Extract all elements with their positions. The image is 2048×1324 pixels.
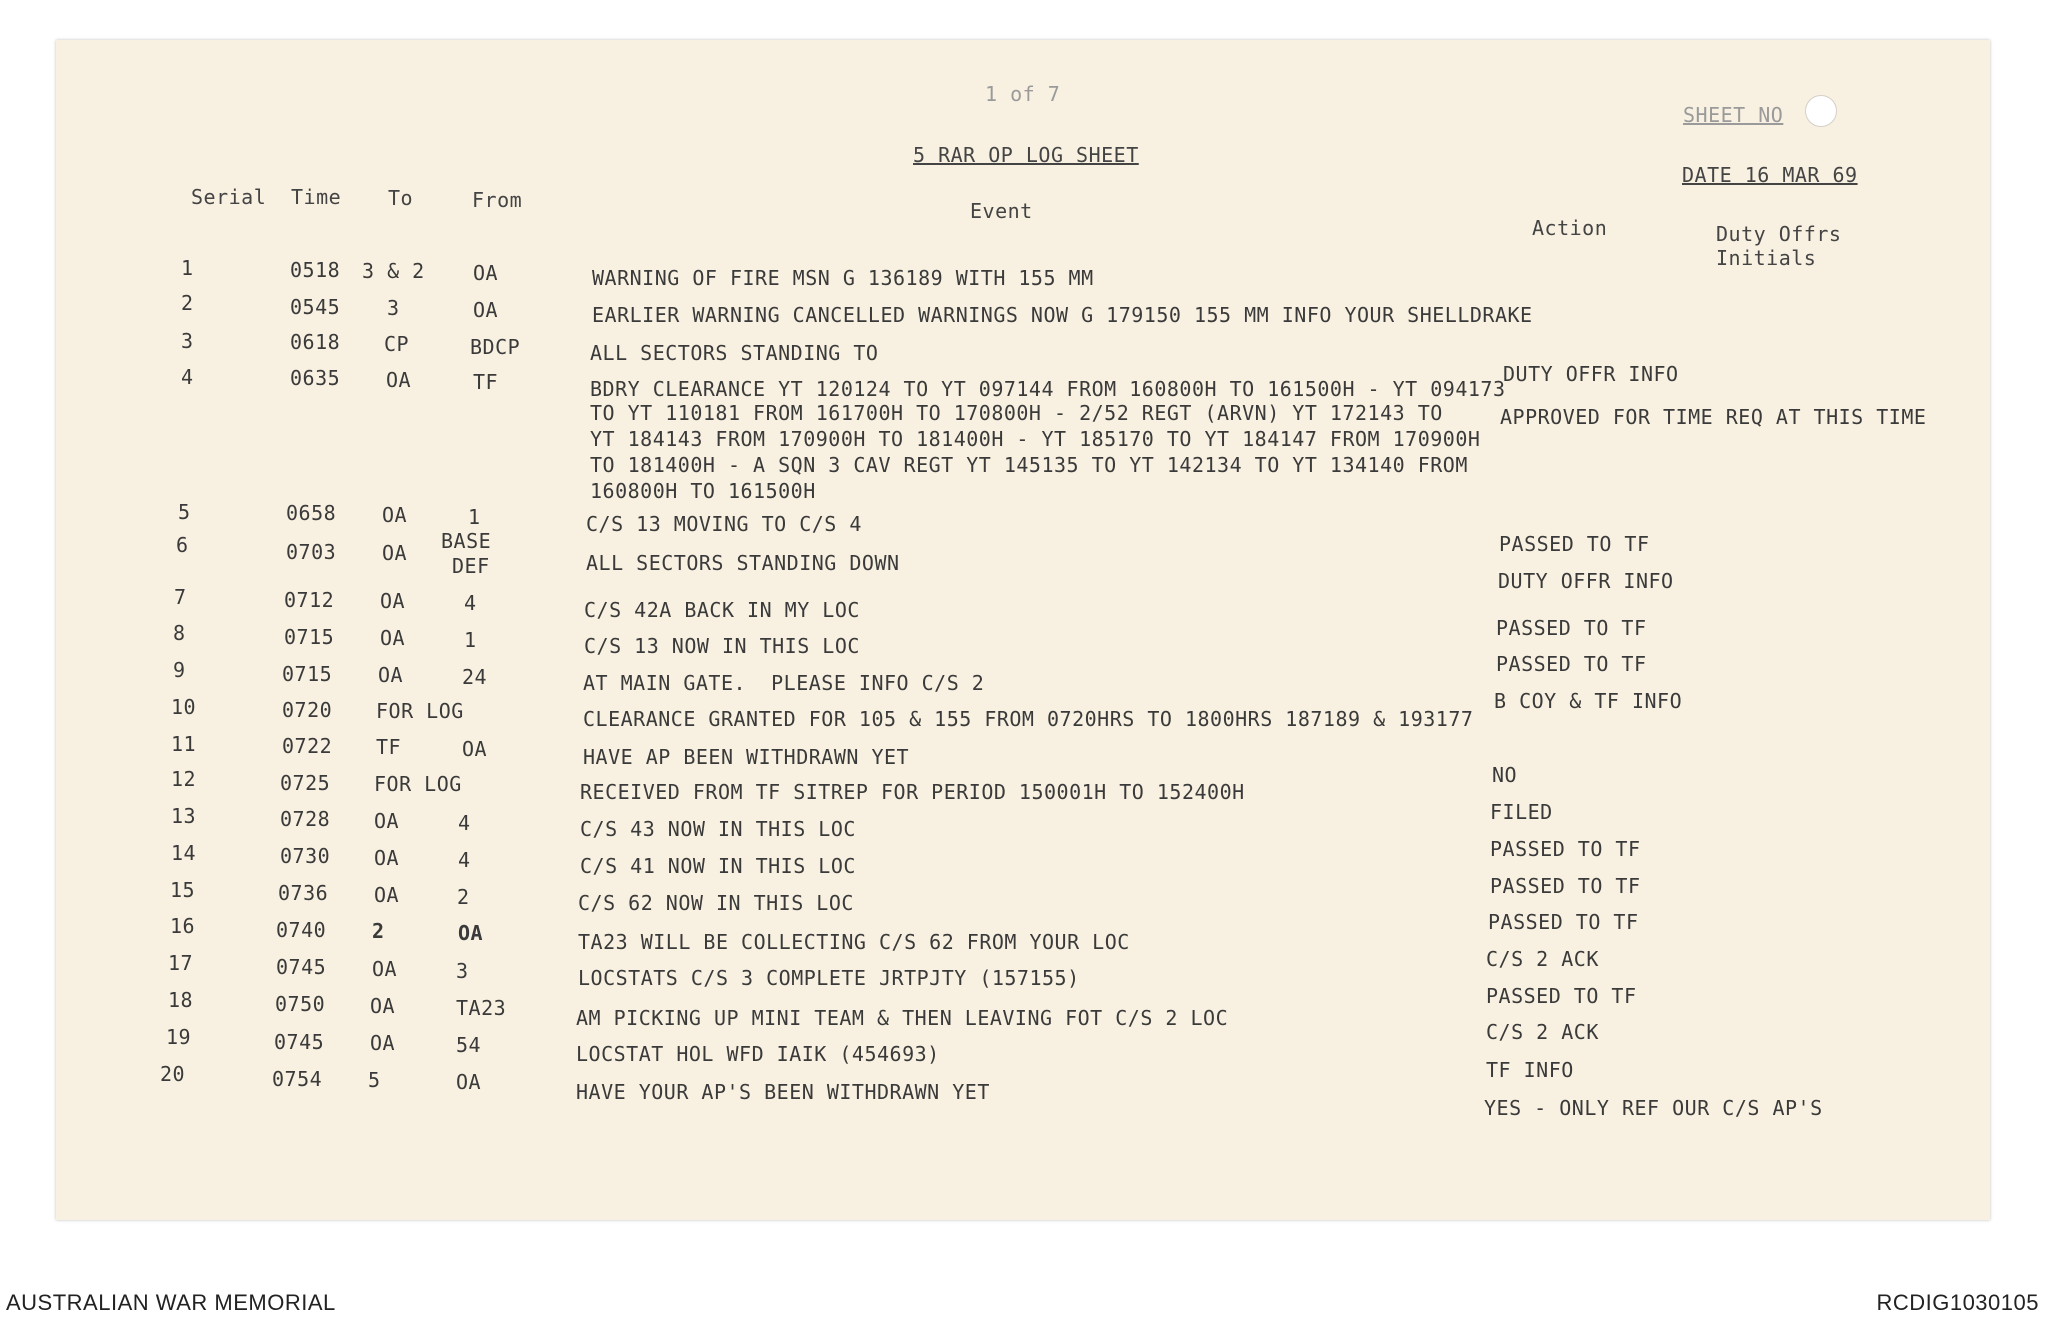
footer-archive-name: AUSTRALIAN WAR MEMORIAL xyxy=(6,1290,336,1315)
col-action: Action xyxy=(1532,216,1608,240)
row-from: BASE xyxy=(441,529,492,553)
row-event: BDRY CLEARANCE YT 120124 TO YT 097144 FROM 160800H TO 161500H - YT 094173 xyxy=(590,377,1506,401)
row-from: TF xyxy=(473,370,499,394)
row-to: OA xyxy=(382,503,408,527)
col-time: Time xyxy=(291,185,342,209)
row-time: 0754 xyxy=(272,1067,323,1091)
row-event: AM PICKING UP MINI TEAM & THEN LEAVING FOT C/S 2 LOC xyxy=(576,1006,1229,1030)
row-event: TA23 WILL BE COLLECTING C/S 62 FROM YOUR LOC xyxy=(578,930,1130,954)
row-action: FILED xyxy=(1490,800,1553,824)
row-to: OA xyxy=(382,541,408,565)
row-event: C/S 43 NOW IN THIS LOC xyxy=(580,817,856,841)
row-event: ALL SECTORS STANDING TO xyxy=(590,341,879,365)
row-from: TA23 xyxy=(456,996,507,1020)
row-time: 0720 xyxy=(282,698,333,722)
row-action: C/S 2 ACK xyxy=(1486,947,1599,971)
event-line: 160800H TO 161500H xyxy=(590,479,816,503)
footer-record-id: RCDIG1030105 xyxy=(1876,1290,2039,1315)
row-from: OA xyxy=(458,921,484,945)
row-time: 0635 xyxy=(290,366,341,390)
row-from: OA xyxy=(462,737,488,761)
row-action: PASSED TO TF xyxy=(1490,837,1641,861)
row-time: 0712 xyxy=(284,588,335,612)
row-time: 0740 xyxy=(276,918,327,942)
row-to: 3 xyxy=(387,296,400,320)
row-time: 0545 xyxy=(290,295,341,319)
row-time: 0728 xyxy=(280,807,331,831)
row-serial: 19 xyxy=(166,1025,192,1049)
row-event: RECEIVED FROM TF SITREP FOR PERIOD 150001H TO 152400H xyxy=(580,780,1245,804)
col-to: To xyxy=(388,186,414,210)
row-to: 3 & 2 xyxy=(362,259,425,283)
row-serial: 5 xyxy=(178,500,191,524)
row-to: OA xyxy=(374,883,400,907)
row-serial: 13 xyxy=(171,804,197,828)
row-action: APPROVED FOR TIME REQ AT THIS TIME xyxy=(1500,405,1927,429)
col-duty-offrs: Duty Offrs xyxy=(1716,222,1842,246)
row-serial: 11 xyxy=(171,732,197,756)
row-action: PASSED TO TF xyxy=(1496,616,1647,640)
row-to: OA xyxy=(374,846,400,870)
event-line: YT 184143 FROM 170900H TO 181400H - YT 185170 TO YT 184147 FROM 170900H xyxy=(590,427,1481,451)
row-time: 0745 xyxy=(274,1030,325,1054)
row-from: 4 xyxy=(458,811,471,835)
row-to: 5 xyxy=(368,1068,381,1092)
row-serial: 3 xyxy=(181,329,194,353)
row-to: TF xyxy=(376,735,402,759)
row-from: 1 xyxy=(464,628,477,652)
row-to: CP xyxy=(384,332,410,356)
row-time: 0745 xyxy=(276,955,327,979)
row-to: OA xyxy=(370,1031,396,1055)
event-line: TO YT 110181 FROM 161700H TO 170800H - 2/52 REGT (ARVN) YT 172143 TO xyxy=(590,401,1443,425)
row-event-continuation xyxy=(590,400,1480,504)
row-serial: 2 xyxy=(181,291,194,315)
row-from: BDCP xyxy=(470,335,521,359)
row-serial: 20 xyxy=(160,1062,186,1086)
row-time: 0658 xyxy=(286,501,337,525)
row-event: C/S 62 NOW IN THIS LOC xyxy=(578,891,854,915)
row-time: 0518 xyxy=(290,258,341,282)
row-from: OA xyxy=(473,261,499,285)
row-to: OA xyxy=(370,994,396,1018)
row-action: DUTY OFFR INFO xyxy=(1503,362,1679,386)
row-serial: 7 xyxy=(174,585,187,609)
row-action: PASSED TO TF xyxy=(1488,910,1639,934)
row-to: 2 xyxy=(372,919,385,943)
row-serial: 4 xyxy=(181,365,194,389)
row-serial: 12 xyxy=(171,767,197,791)
row-serial: 9 xyxy=(173,658,186,682)
row-action: PASSED TO TF xyxy=(1490,874,1641,898)
row-action: B COY & TF INFO xyxy=(1494,689,1683,713)
sheet-title: 5 RAR OP LOG SHEET xyxy=(913,143,1139,167)
row-to: OA xyxy=(378,663,404,687)
page-mark: 1 of 7 xyxy=(985,82,1061,106)
row-time: 0715 xyxy=(282,662,333,686)
row-serial: 15 xyxy=(170,878,196,902)
row-from: OA xyxy=(473,298,499,322)
row-event: WARNING OF FIRE MSN G 136189 WITH 155 MM xyxy=(592,266,1094,290)
row-from: 4 xyxy=(458,848,471,872)
row-event: EARLIER WARNING CANCELLED WARNINGS NOW G 179150 155 MM INFO YOUR SHELLDRAKE xyxy=(592,303,1533,327)
row-event: HAVE AP BEEN WITHDRAWN YET xyxy=(583,745,910,769)
row-serial: 8 xyxy=(173,621,186,645)
row-to: FOR LOG xyxy=(376,699,464,723)
punch-hole xyxy=(1805,95,1837,127)
col-from: From xyxy=(472,188,523,212)
row-action: PASSED TO TF xyxy=(1496,652,1647,676)
row-action: NO xyxy=(1492,763,1518,787)
row-time: 0703 xyxy=(286,540,337,564)
row-time: 0736 xyxy=(278,881,329,905)
row-to: FOR LOG xyxy=(374,772,462,796)
row-serial: 6 xyxy=(176,533,189,557)
sheet-date: DATE 16 MAR 69 xyxy=(1682,163,1858,187)
col-initials: Initials xyxy=(1716,246,1817,270)
row-action: YES - ONLY REF OUR C/S AP'S xyxy=(1484,1096,1823,1120)
col-event: Event xyxy=(970,199,1033,223)
row-event: C/S 13 NOW IN THIS LOC xyxy=(584,634,860,658)
row-from: 3 xyxy=(456,959,469,983)
row-event: LOCSTATS C/S 3 COMPLETE JRTPJTY (157155) xyxy=(578,966,1080,990)
row-to: OA xyxy=(374,809,400,833)
row-action: DUTY OFFR INFO xyxy=(1498,569,1674,593)
row-action: PASSED TO TF xyxy=(1499,532,1650,556)
row-action: PASSED TO TF xyxy=(1486,984,1637,1008)
row-event: C/S 42A BACK IN MY LOC xyxy=(584,598,860,622)
row-from: 2 xyxy=(457,885,470,909)
col-serial: Serial xyxy=(191,185,267,209)
row-serial: 17 xyxy=(168,951,194,975)
event-line: TO 181400H - A SQN 3 CAV REGT YT 145135 TO YT 142134 TO YT 134140 FROM xyxy=(590,453,1468,477)
row-time: 0750 xyxy=(275,992,326,1016)
row-to: OA xyxy=(380,589,406,613)
row-event: C/S 41 NOW IN THIS LOC xyxy=(580,854,856,878)
row-from: 4 xyxy=(464,591,477,615)
row-from: 24 xyxy=(462,665,488,689)
row-event: C/S 13 MOVING TO C/S 4 xyxy=(586,512,862,536)
row-to: OA xyxy=(380,626,406,650)
row-time: 0715 xyxy=(284,625,335,649)
row-event: ALL SECTORS STANDING DOWN xyxy=(586,551,900,575)
row-serial: 16 xyxy=(170,914,196,938)
row-to: OA xyxy=(372,957,398,981)
row-time: 0730 xyxy=(280,844,331,868)
sheet-no-label: SHEET NO xyxy=(1683,103,1784,127)
row-event: AT MAIN GATE. PLEASE INFO C/S 2 xyxy=(583,671,985,695)
row-serial: 10 xyxy=(171,695,197,719)
row-event: CLEARANCE GRANTED FOR 105 & 155 FROM 0720HRS TO 1800HRS 187189 & 193177 xyxy=(583,707,1474,731)
row-from: 54 xyxy=(456,1033,482,1057)
row-serial: 18 xyxy=(168,988,194,1012)
row-from: OA xyxy=(456,1070,482,1094)
row-action: TF INFO xyxy=(1486,1058,1574,1082)
row-action: C/S 2 ACK xyxy=(1486,1020,1599,1044)
row-event: LOCSTAT HOL WFD IAIK (454693) xyxy=(576,1042,940,1066)
row-event: HAVE YOUR AP'S BEEN WITHDRAWN YET xyxy=(576,1080,990,1104)
row-from-line2: DEF xyxy=(452,554,490,578)
row-from: 1 xyxy=(468,505,481,529)
row-time: 0725 xyxy=(280,771,331,795)
row-serial: 1 xyxy=(181,256,194,280)
row-time: 0618 xyxy=(290,330,341,354)
row-serial: 14 xyxy=(171,841,197,865)
row-to: OA xyxy=(386,368,412,392)
row-time: 0722 xyxy=(282,734,333,758)
